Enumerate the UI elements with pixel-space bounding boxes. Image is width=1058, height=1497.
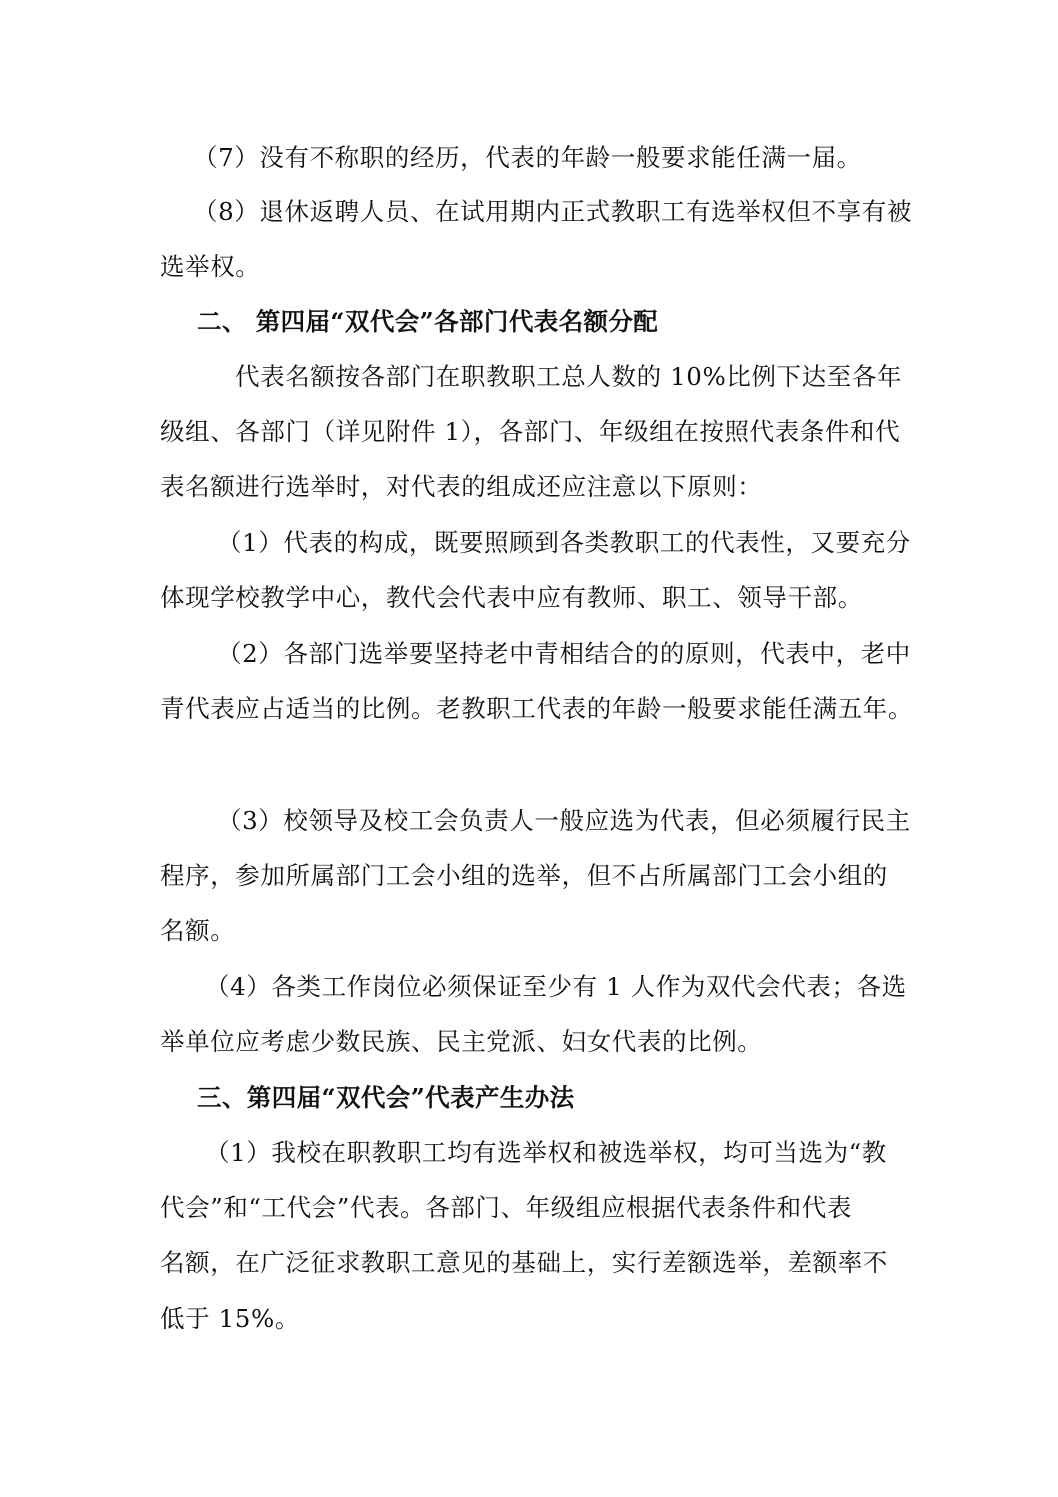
item-8-text-continued: 选举权。 xyxy=(160,252,261,281)
method-1-text: （1）我校在职教职工均有选举权和被选举权，均可当选为“教 xyxy=(205,1138,887,1167)
principle-3-text: （3）校领导及校工会负责人一般应选为代表，但必须履行民主 xyxy=(217,806,911,835)
section-3-heading: 三、第四届“双代会”代表产生办法 xyxy=(197,1083,575,1112)
section-2-paragraph-line-2: 级组、各部门（详见附件 1），各部门、年级组在按照代表条件和代 xyxy=(160,417,901,446)
method-1-text-continued: 代会”和“工代会”代表。各部门、年级组应根据代表条件和代表 xyxy=(160,1193,852,1222)
item-8-text: （8）退休返聘人员、在试用期内正式教职工有选举权但不享有被 xyxy=(193,197,912,226)
method-1-text-line-3: 名额，在广泛征求教职工意见的基础上，实行差额选举，差额率不 xyxy=(160,1248,888,1277)
principle-4-text: （4）各类工作岗位必须保证至少有 1 人作为双代会代表；各选 xyxy=(205,972,907,1001)
principle-1-text: （1）代表的构成，既要照顾到各类教职工的代表性，又要充分 xyxy=(217,528,911,557)
principle-2-text: （2）各部门选举要坚持老中青相结合的的原则，代表中，老中 xyxy=(217,639,911,668)
principle-2-text-continued: 青代表应占适当的比例。老教职工代表的年龄一般要求能任满五年。 xyxy=(160,694,913,723)
method-1-text-end: 低于 15%。 xyxy=(160,1304,300,1333)
section-2-paragraph: 代表名额按各部门在职教职工总人数的 10%比例下达至各年 xyxy=(235,362,903,391)
principle-4-text-continued: 举单位应考虑少数民族、民主党派、妇女代表的比例。 xyxy=(160,1027,763,1056)
section-2-heading: 二、 第四届“双代会”各部门代表名额分配 xyxy=(197,307,659,336)
item-7-text: （7）没有不称职的经历，代表的年龄一般要求能任满一届。 xyxy=(193,143,862,172)
principle-3-text-end: 名额。 xyxy=(160,916,236,945)
principle-3-text-continued: 程序，参加所属部门工会小组的选举，但不占所属部门工会小组的 xyxy=(160,861,888,890)
section-2-paragraph-line-3: 表名额进行选举时，对代表的组成还应注意以下原则： xyxy=(160,472,763,501)
principle-1-text-continued: 体现学校教学中心，教代会代表中应有教师、职工、领导干部。 xyxy=(160,583,863,612)
